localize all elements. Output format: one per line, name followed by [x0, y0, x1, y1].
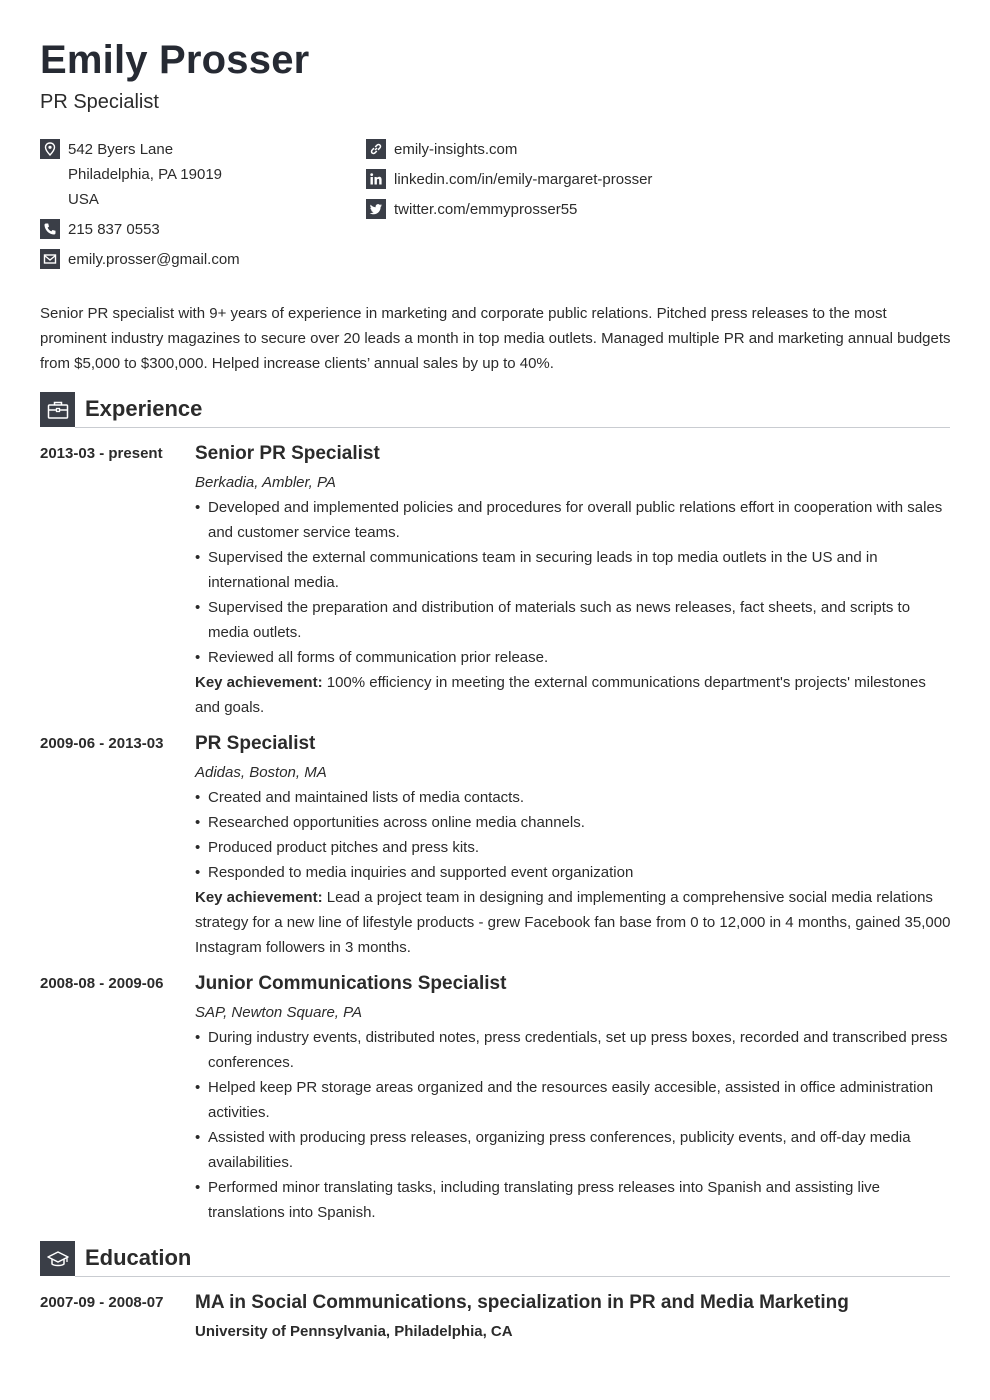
- contact-left: [40, 137, 360, 277]
- email-text[interactable]: emily.prosser@gmail.com: [68, 251, 240, 268]
- key-achievement: [195, 885, 952, 960]
- job-bullets: [195, 495, 952, 670]
- entry-body: [195, 732, 952, 960]
- entry-body: [195, 972, 952, 1225]
- job-company: Berkadia, Ambler, PA: [195, 474, 336, 491]
- section-divider: [75, 1276, 950, 1277]
- contact-linkedin: [366, 167, 886, 192]
- section-title: Experience: [85, 396, 203, 421]
- contact-twitter: [366, 197, 886, 222]
- entry-date: 2009-06 - 2013-03: [40, 735, 164, 752]
- list-item: • Created and maintained lists of media contacts.: [195, 785, 952, 810]
- entry-body: [195, 1291, 952, 1344]
- address-line: 542 Byers Lane: [68, 141, 174, 158]
- address-line: USA: [68, 191, 99, 208]
- list-item: • Assisted with producing press releases, organizing press conferences, publicity events, and off-day media availabilities.: [195, 1125, 952, 1175]
- list-item: • Helped keep PR storage areas organized and the resources easily accesible, assisted in office administration activities.: [195, 1075, 952, 1125]
- list-item: • Developed and implemented policies and procedures for overall public relations effort in cooperation with sales and customer service teams.: [195, 495, 952, 545]
- contact-phone: [40, 217, 360, 242]
- graduation-cap-icon: [40, 1241, 75, 1276]
- candidate-name: Emily Prosser: [40, 38, 310, 82]
- achievement-text: 100% efficiency in meeting the external communications department's projects' milestones and goals.: [195, 674, 926, 716]
- job-title: Junior Communications Specialist: [195, 973, 507, 994]
- list-item: • Performed minor translating tasks, including translating press releases into Spanish and assisting live translations into Spanish.: [195, 1175, 952, 1225]
- phone-icon: [40, 219, 60, 239]
- link-icon: [366, 139, 386, 159]
- achievement-label: Key achievement:: [195, 674, 323, 691]
- linkedin-icon: [366, 169, 386, 189]
- contact-right: [366, 137, 886, 227]
- list-item: • Produced product pitches and press kits.: [195, 835, 952, 860]
- degree-title: MA in Social Communications, specialization in PR and Media Marketing: [195, 1292, 849, 1313]
- job-company: SAP, Newton Square, PA: [195, 1004, 363, 1021]
- job-title: Senior PR Specialist: [195, 443, 380, 464]
- list-item: • Reviewed all forms of communication prior release.: [195, 645, 952, 670]
- contact-email: [40, 247, 360, 272]
- entry-body: [195, 442, 952, 720]
- section-title: Education: [85, 1245, 192, 1270]
- linkedin-text[interactable]: linkedin.com/in/emily-margaret-prosser: [394, 171, 653, 188]
- education-heading: [40, 1241, 950, 1277]
- list-item: • During industry events, distributed notes, press credentials, set up press boxes, recorded and transcribed press conferences.: [195, 1025, 952, 1075]
- key-achievement: [195, 670, 952, 720]
- briefcase-icon: [40, 392, 75, 427]
- experience-heading: [40, 392, 950, 428]
- list-item: • Responded to media inquiries and supported event organization: [195, 860, 952, 885]
- entry-date: 2007-09 - 2008-07: [40, 1294, 164, 1311]
- entry-date: 2008-08 - 2009-06: [40, 975, 164, 992]
- job-title: PR Specialist: [195, 733, 316, 754]
- website-text[interactable]: emily-insights.com: [394, 141, 518, 158]
- job-bullets: [195, 1025, 952, 1225]
- achievement-text: Lead a project team in designing and implementing a comprehensive social media relations strategy for a new line of lifestyle products - grew Facebook fan base from 0 to 12,000 in 4 months, gained 35,000 Instagram followers in 3 months.: [195, 889, 951, 956]
- list-item: • Researched opportunities across online media channels.: [195, 810, 952, 835]
- address-text: [68, 137, 222, 212]
- contact-address: [40, 137, 360, 212]
- school-name: University of Pennsylvania, Philadelphia, CA: [195, 1323, 513, 1340]
- address-line: Philadelphia, PA 19019: [68, 166, 223, 183]
- twitter-text[interactable]: twitter.com/emmyprosser55: [394, 201, 578, 218]
- entry-date: 2013-03 - present: [40, 445, 163, 462]
- section-divider: [75, 427, 950, 428]
- phone-text[interactable]: 215 837 0553: [68, 221, 160, 238]
- list-item: • Supervised the external communications team in securing leads in top media outlets in the US and in international media.: [195, 545, 952, 595]
- location-pin-icon: [40, 139, 60, 159]
- achievement-label: Key achievement:: [195, 889, 323, 906]
- envelope-icon: [40, 249, 60, 269]
- summary-paragraph: Senior PR specialist with 9+ years of experience in marketing and corporate public relations. Pitched press releases to the most prominent industry magazines to secure over 20 leads a month in top media outlets. Managed multiple PR and marketing annual budgets from $5,000 to $300,000. Helped increase clients’ annual sales by up to 40%.: [40, 305, 951, 372]
- candidate-role: PR Specialist: [40, 91, 159, 113]
- contact-website: [366, 137, 886, 162]
- list-item: • Supervised the preparation and distribution of materials such as news releases, fact sheets, and scripts to media outlets.: [195, 595, 952, 645]
- twitter-icon: [366, 199, 386, 219]
- job-company: Adidas, Boston, MA: [195, 764, 327, 781]
- job-bullets: [195, 785, 952, 885]
